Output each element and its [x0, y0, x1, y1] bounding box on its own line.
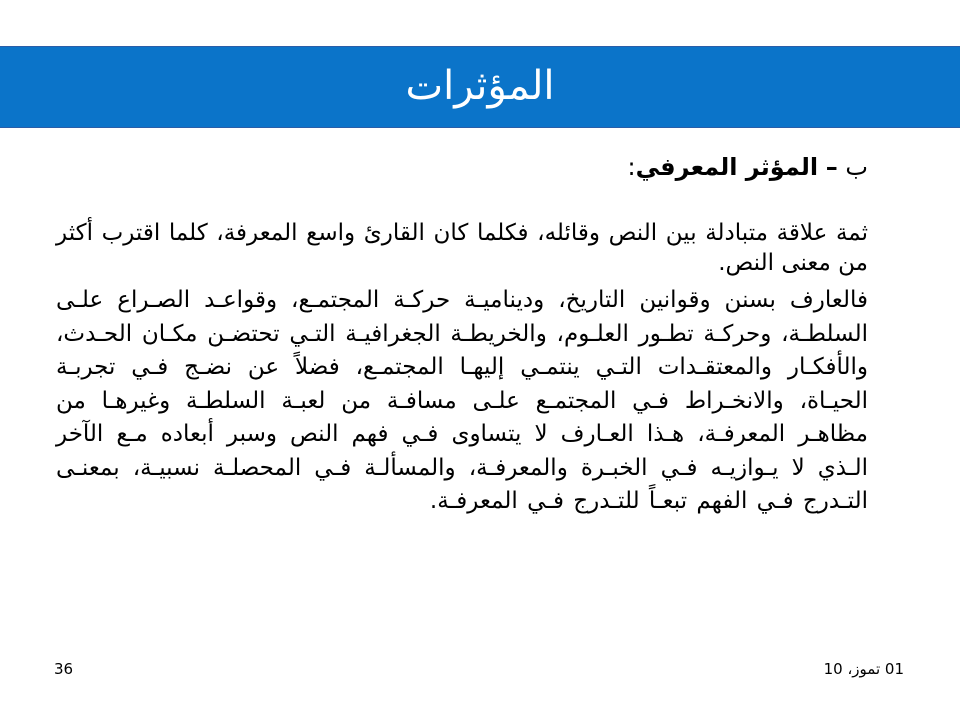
- footer-date: 01 تموز، 10: [823, 660, 904, 678]
- subheading: [56, 152, 868, 182]
- title-bar: [0, 46, 960, 128]
- page-number: 36: [54, 660, 74, 678]
- subheading-colon: :: [627, 153, 636, 181]
- paragraph-1: ثمة علاقة متبادلة بين النص وقائله، فكلما كان القارئ واسع المعرفة، كلما اقترب أكثر من معنى النص.: [56, 220, 868, 276]
- paragraph-2: فالعارف بسنن وقوانين التاريخ، وديناميـة حركـة المجتمـع، وقواعـد الصـراع علـى السلطـة، وحركـة تطـور العلـوم، والخريطـة الجغرافيـة التـي تحتضـن مكـان الحـدث، والأفكـار والمعتقـدات التـي ينتمـي إليهـا المجتمـع، فضلاً عن نضـج فـي تجربـة الحيـاة، والانخـراط فـي المجتمـع علـى مسافـة من لعبـة السلطـة وغيرهـا من مظاهـر المعرفـة، هـذا العـارف لا يتساوى فـي فهم النص وسبر أبعاده مـع الآخر الـذي لا يـوازيـه فـي الخبـرة والمعرفـة، والمسألـة فـي المحصلـة نسبيـة، بمعنـى التـدرج فـي الفهم تبعـاً للتـدرج فـي المعرفـة.: [56, 287, 868, 514]
- slide-body: [56, 152, 868, 519]
- subheading-dash: –: [825, 153, 838, 181]
- subheading-label: المؤثر المعرفي: [635, 153, 819, 181]
- slide-title: المؤثرات: [405, 63, 555, 109]
- subheading-letter: ب: [845, 153, 868, 181]
